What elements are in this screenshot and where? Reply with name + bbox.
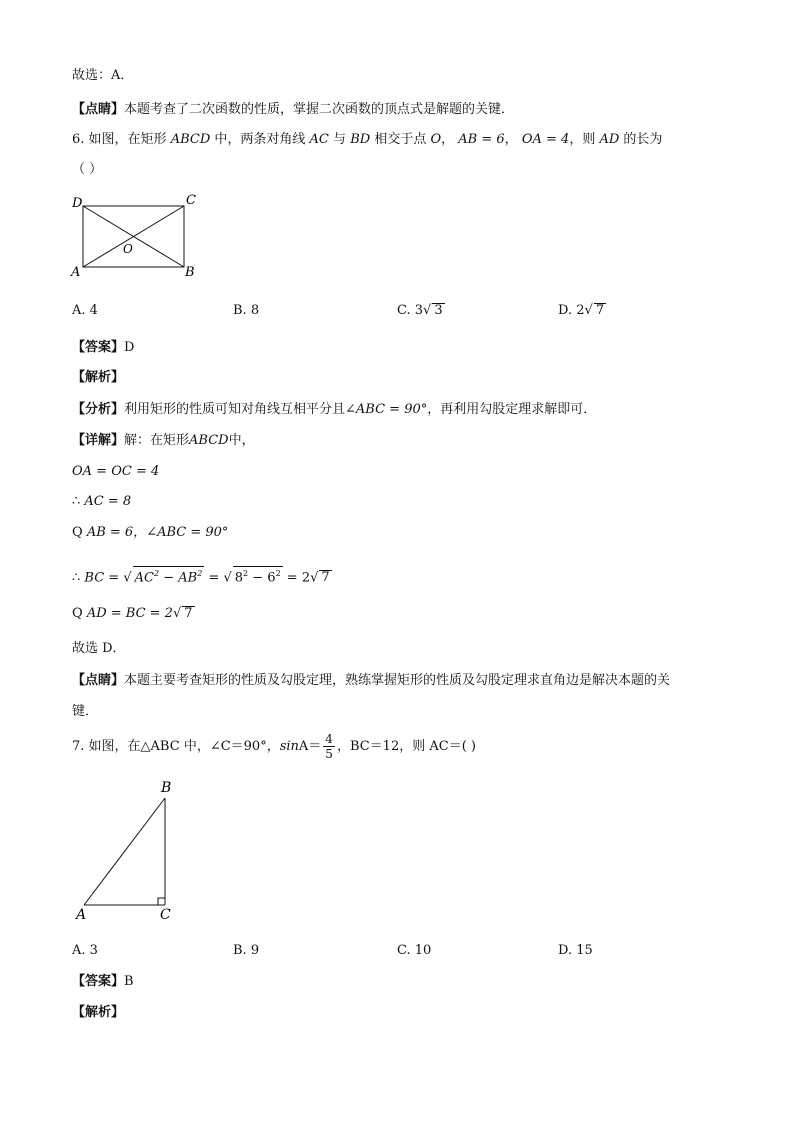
step4-radicand-3: 7 — [321, 570, 330, 586]
sqrt-sign: √ — [310, 570, 319, 586]
q6-stem-suffix: 的长为 — [623, 132, 663, 147]
option-c-prefix: C. — [397, 303, 411, 318]
q6-stem-mid3: ，则 — [569, 132, 596, 147]
q6-stem-and: 与 — [333, 132, 347, 147]
label-c: C — [186, 193, 196, 208]
therefore-symbol: ∴ — [72, 570, 81, 586]
step4-radicand-2 — [233, 566, 283, 585]
fenxi-angle: ∠ABC = 90° — [345, 402, 428, 417]
label-b: B — [161, 780, 172, 796]
answer-tag: 【答案】 — [72, 974, 125, 989]
q6-step4 — [72, 566, 332, 586]
label-a: A — [76, 907, 87, 923]
q6-step5 — [72, 606, 195, 622]
q6-step1: OA = OC = 4 — [72, 464, 160, 479]
q7-stem-3: ，BC＝12，则 AC＝( ) — [336, 739, 476, 754]
side-ab — [84, 798, 165, 905]
comment-tag: 【点睛】 — [72, 102, 125, 117]
step4-eq2: = 2 — [282, 570, 311, 586]
q7-option-c: C. 10 — [397, 943, 432, 958]
answer-value: D — [124, 340, 135, 355]
q7-triangle: △ABC — [140, 739, 180, 754]
fenxi-tag: 【分析】 — [72, 402, 125, 417]
q7-option-b: B. 9 — [233, 943, 260, 958]
label-d: D — [72, 196, 83, 211]
q6-comment-line2: 键． — [72, 704, 99, 719]
sqrt-sign: √ — [584, 303, 593, 318]
rad2-a: 8 — [234, 570, 244, 586]
q6-stem-mid1: 中，两条对角线 — [214, 132, 306, 147]
step4-lhs: BC = — [84, 570, 120, 586]
step5-radicand: 7 — [184, 606, 193, 621]
q6-rect-name: ABCD — [170, 132, 211, 147]
q6-point-o: O — [430, 132, 442, 147]
exp: 2 — [275, 569, 281, 578]
q6-step2 — [72, 494, 131, 510]
sqrt-sign: √ — [223, 570, 232, 586]
q6-option-b: B. 8 — [233, 303, 260, 318]
q6-sep2: ， — [504, 132, 518, 147]
rad1-b: − AB — [159, 570, 198, 586]
step4-radicand-1 — [133, 566, 205, 585]
q7-option-a: A. 3 — [72, 943, 98, 958]
fraction-numerator: 4 — [325, 732, 333, 746]
comment-line1: 本题主要考查矩形的性质及勾股定理，熟练掌握矩形的性质及勾股定理求直角边是解决本题的关 — [124, 673, 671, 688]
q7-stem-1: 7. 如图，在 — [72, 739, 141, 754]
q7-sin: sin — [279, 739, 299, 754]
q6-comment — [72, 673, 670, 689]
q6-detail — [72, 433, 255, 449]
q6-stem-prefix: 6. 如图，在矩形 — [72, 132, 167, 147]
q7-triangle-figure — [72, 778, 182, 923]
detail-text-1: 解：在矩形 — [124, 433, 190, 448]
q6-stem — [72, 132, 662, 148]
q7-stem-2: 中，∠C＝90°， — [179, 739, 280, 754]
option-c-radicand: 3 — [434, 303, 443, 318]
label-o: O — [123, 242, 133, 256]
label-c: C — [160, 907, 171, 923]
comment-tag: 【点睛】 — [72, 673, 125, 688]
exp: 2 — [197, 569, 203, 578]
answer-tag: 【答案】 — [72, 340, 125, 355]
q6-answer — [72, 340, 134, 356]
q6-diag1: AC — [309, 132, 329, 147]
q6-option-d — [558, 303, 606, 319]
because-symbol: Q — [72, 606, 83, 621]
fenxi-text-2: ，再利用勾股定理求解即可． — [427, 402, 597, 417]
detail-rect: ABCD — [189, 433, 229, 448]
q6-option-a: A. 4 — [72, 303, 98, 318]
q7-analysis-tag: 【解析】 — [72, 1005, 125, 1020]
sqrt-sign: √ — [123, 570, 132, 586]
q7-answer — [72, 974, 134, 990]
comment-text: 本题考查了二次函数的性质，掌握二次函数的顶点式是解题的关键． — [124, 102, 515, 117]
q7-fraction — [323, 732, 335, 761]
sqrt-sign: √ — [172, 606, 182, 621]
q6-option-c — [397, 303, 445, 319]
option-c-coef: 3 — [414, 303, 424, 318]
label-b: B — [185, 265, 195, 280]
rad1-a: AC — [134, 570, 154, 586]
q6-paren: （ ） — [72, 162, 103, 177]
q6-target: AD — [599, 132, 620, 147]
fenxi-text-1: 利用矩形的性质可知对角线互相平分且 — [124, 402, 346, 417]
step4-eq1: = — [204, 570, 224, 586]
q7-stem — [72, 730, 476, 764]
right-angle-mark — [158, 898, 165, 905]
answer-value: B — [124, 974, 134, 989]
sqrt-sign: √ — [423, 303, 432, 318]
q6-diag2: BD — [350, 132, 371, 147]
fraction-denominator: 5 — [325, 747, 333, 761]
step5-expr: AD = BC = 2 — [86, 606, 173, 621]
rad2-b: − 6 — [248, 570, 276, 586]
q6-fenxi — [72, 402, 596, 418]
option-d-prefix: D. — [558, 303, 573, 318]
q6-sep1: ， — [441, 132, 455, 147]
q7-sin-a: A＝ — [298, 739, 322, 754]
step3-b: ∠ABC = 90° — [146, 525, 229, 540]
because-symbol: Q — [72, 525, 83, 540]
option-d-radicand: 7 — [595, 303, 605, 318]
q5-conclusion: 故选：A． — [72, 68, 134, 83]
q6-analysis-tag: 【解析】 — [72, 370, 125, 385]
q6-stem-mid2: 相交于点 — [374, 132, 427, 147]
q6-given1: AB = 6 — [458, 132, 505, 147]
exp: 2 — [243, 569, 249, 578]
q5-comment — [72, 102, 514, 118]
exp: 2 — [153, 569, 160, 578]
q6-conclusion: 故选 D． — [72, 641, 126, 656]
q6-rectangle-figure — [66, 190, 206, 282]
step2-expr: AC = 8 — [84, 494, 132, 509]
detail-text-2: 中， — [228, 433, 255, 448]
option-d-coef: 2 — [576, 303, 585, 318]
q6-step3 — [72, 525, 228, 541]
label-a: A — [71, 265, 81, 280]
detail-tag: 【详解】 — [72, 433, 125, 448]
step3-a: AB = 6， — [86, 525, 147, 540]
q7-option-d: D. 15 — [558, 943, 593, 958]
therefore-symbol: ∴ — [72, 494, 81, 509]
q6-given2: OA = 4 — [521, 132, 570, 147]
